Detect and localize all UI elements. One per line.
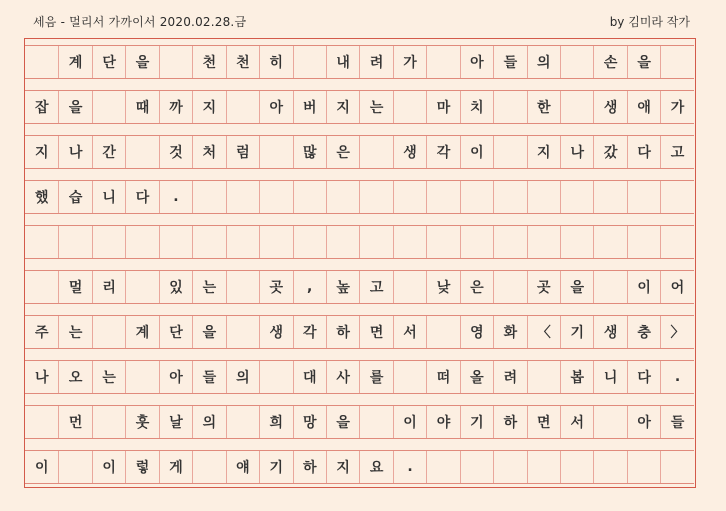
grid-cell: 단 [92,46,125,78]
grid-cell [426,181,459,213]
grid-cell: 의 [192,406,225,438]
grid-cell: 면 [527,406,560,438]
grid-cell [593,271,626,303]
grid-row [25,450,694,484]
grid-cell [359,181,392,213]
grid-cell: 렇 [125,451,158,483]
grid-cell: 충 [627,316,660,348]
grid-cell: 대 [293,361,326,393]
grid-cell: 나 [58,136,91,168]
grid-cell [226,91,259,123]
grid-cell [92,226,125,258]
grid-cell [660,181,693,213]
grid-cell: 려 [493,361,526,393]
grid-cell: 고 [660,136,693,168]
grid-row [25,405,694,439]
grid-cell [125,136,158,168]
grid-cell: 오 [58,361,91,393]
grid-cell: 기 [560,316,593,348]
grid-cell [25,46,58,78]
grid-cell [560,46,593,78]
grid-cell: 얘 [226,451,259,483]
grid-cell [192,181,225,213]
grid-cell: 이 [460,136,493,168]
grid-cell [426,46,459,78]
grid-cell [192,226,225,258]
grid-row [25,180,694,214]
grid-cell: 다 [627,136,660,168]
grid-cell [125,226,158,258]
grid-cell: 〈 [527,316,560,348]
grid-cell: . [393,451,426,483]
grid-cell: 계 [125,316,158,348]
grid-cell: 이 [393,406,426,438]
grid-cell: 서 [393,316,426,348]
grid-cell: 습 [58,181,91,213]
grid-cell [493,451,526,483]
grid-cell: 잡 [34,100,49,116]
grid-cell [527,226,560,258]
grid-cell [326,226,359,258]
grid-cell: 나 [34,370,49,386]
grid-cell: 니 [92,181,125,213]
grid-cell [560,181,593,213]
grid-cell: 생 [593,91,626,123]
grid-cell [493,271,526,303]
grid-cell: 하 [293,451,326,483]
grid-cell: 먼 [58,406,91,438]
grid-cell [359,226,392,258]
grid-cell [426,451,459,483]
grid-cell [159,226,192,258]
grid-cell: 는 [359,91,392,123]
grid-cell: 아 [159,361,192,393]
grid-cell: 낮 [426,271,459,303]
grid-cell [58,451,91,483]
grid-row [25,360,694,394]
grid-cell [560,91,593,123]
grid-cell: 단 [159,316,192,348]
grid-cell [493,226,526,258]
grid-cell: 치 [460,91,493,123]
grid-cell: 리 [92,271,125,303]
grid-cell [527,451,560,483]
grid-cell: 들 [660,406,693,438]
grid-cell: 고 [359,271,392,303]
grid-cell: 곳 [259,271,292,303]
grid-cell: 이 [627,271,660,303]
grid-cell: 애 [627,91,660,123]
grid-cell: 훗 [125,406,158,438]
grid-cell [393,226,426,258]
grid-cell: 려 [359,46,392,78]
grid-row [25,90,694,124]
grid-cell [226,406,259,438]
grid-cell [259,361,292,393]
grid-cell: 기 [460,406,493,438]
grid-cell: 사 [326,361,359,393]
grid-cell: , [293,271,326,303]
grid-cell: 하 [326,316,359,348]
grid-cell: 높 [326,271,359,303]
grid-cell: 니 [593,361,626,393]
grid-cell: 서 [560,406,593,438]
grid-cell [92,406,125,438]
grid-cell: 많 [293,136,326,168]
grid-cell [125,271,158,303]
grid-cell: 를 [359,361,392,393]
grid-cell: 이 [92,451,125,483]
grid-cell: 지 [192,91,225,123]
grid-cell [593,226,626,258]
grid-cell: 〉 [660,316,693,348]
grid-cell: 어 [660,271,693,303]
grid-cell: 내 [326,46,359,78]
grid-cell [25,226,58,258]
grid-cell: 은 [460,271,493,303]
grid-cell: 을 [125,46,158,78]
grid-cell: 망 [293,406,326,438]
grid-cell [426,316,459,348]
grid-cell [92,316,125,348]
grid-cell [359,136,392,168]
grid-cell: 면 [359,316,392,348]
grid-cell [493,91,526,123]
grid-cell: 은 [326,136,359,168]
grid-cell [192,451,225,483]
grid-cell: 을 [58,91,91,123]
grid-cell: 기 [259,451,292,483]
grid-cell: 계 [58,46,91,78]
grid-cell: 생 [259,316,292,348]
grid-cell [293,46,326,78]
grid-cell: 럼 [226,136,259,168]
grid-cell [393,181,426,213]
grid-cell: 의 [527,46,560,78]
grid-cell [25,271,58,303]
grid-cell [560,451,593,483]
grid-cell [226,316,259,348]
grid-cell [460,451,493,483]
grid-cell: 생 [393,136,426,168]
grid-cell: 아 [259,91,292,123]
grid-cell [259,226,292,258]
grid-cell: 떠 [426,361,459,393]
grid-cell: 까 [159,91,192,123]
grid-cell: 마 [426,91,459,123]
grid-cell: 갔 [593,136,626,168]
grid-cell: 지 [326,451,359,483]
grid-cell: 다 [125,181,158,213]
grid-cell [460,226,493,258]
grid-cell [560,226,593,258]
grid-cell [493,181,526,213]
grid-cell [259,136,292,168]
grid-row [25,135,694,169]
grid-cell: 을 [326,406,359,438]
grid-cell [593,451,626,483]
grid-cell [359,406,392,438]
grid-cell [293,226,326,258]
grid-cell: 영 [460,316,493,348]
grid-cell: 한 [527,91,560,123]
grid-cell: 들 [192,361,225,393]
grid-cell: 각 [426,136,459,168]
grid-cell [593,406,626,438]
grid-cell: 는 [58,316,91,348]
grid-cell: . [660,361,693,393]
grid-cell: 을 [192,316,225,348]
manuscript-grid [24,38,696,488]
grid-cell: 희 [259,406,292,438]
grid-cell: 게 [159,451,192,483]
grid-cell: 야 [426,406,459,438]
grid-cell: 간 [92,136,125,168]
grid-cell [393,271,426,303]
grid-cell [58,226,91,258]
grid-row [25,270,694,304]
grid-cell [25,406,58,438]
grid-cell: 각 [293,316,326,348]
grid-cell: 지 [326,91,359,123]
grid-cell: 멀 [58,271,91,303]
grid-cell [92,91,125,123]
grid-cell: 손 [593,46,626,78]
grid-cell: 가 [660,91,693,123]
grid-cell [493,136,526,168]
grid-cell: 요 [359,451,392,483]
grid-cell [627,181,660,213]
grid-cell: 올 [460,361,493,393]
grid-cell: 지 [34,145,49,161]
grid-cell: 이 [34,460,49,476]
grid-cell [293,181,326,213]
grid-cell: 화 [493,316,526,348]
grid-cell [226,271,259,303]
grid-cell: 는 [192,271,225,303]
grid-cell: 버 [293,91,326,123]
grid-cell: 들 [493,46,526,78]
grid-row [25,45,694,79]
grid-cell: 지 [527,136,560,168]
grid-cell: 생 [593,316,626,348]
grid-cell [660,226,693,258]
grid-cell [125,361,158,393]
grid-cell: . [159,181,192,213]
grid-cell: 했 [34,190,49,206]
author-text: by 김미라 작가 [609,15,690,29]
grid-cell: 천 [192,46,225,78]
grid-cell: 나 [560,136,593,168]
grid-cell: 봅 [560,361,593,393]
grid-cell [627,226,660,258]
grid-cell: 는 [92,361,125,393]
grid-cell: 을 [560,271,593,303]
grid-cell [226,181,259,213]
grid-cell [226,226,259,258]
grid-cell [627,451,660,483]
grid-cell [393,91,426,123]
grid-cell: 천 [226,46,259,78]
grid-cell: 것 [159,136,192,168]
grid-row [25,225,694,259]
grid-cell [426,226,459,258]
grid-cell: 주 [34,325,49,341]
title-text: 세음 - 멀리서 가까이서 2020.02.28.금 [33,15,247,29]
grid-cell [326,181,359,213]
grid-cell: 때 [125,91,158,123]
grid-cell [527,361,560,393]
grid-cell [259,181,292,213]
grid-cell [593,181,626,213]
grid-cell [460,181,493,213]
grid-cell: 아 [460,46,493,78]
grid-cell: 다 [627,361,660,393]
grid-cell [393,361,426,393]
grid-cell: 을 [627,46,660,78]
grid-cell: 있 [159,271,192,303]
grid-cell: 처 [192,136,225,168]
grid-cell: 하 [493,406,526,438]
grid-row [25,315,694,349]
grid-cell: 아 [627,406,660,438]
header [0,0,726,38]
grid-cell: 날 [159,406,192,438]
grid-cell: 곳 [527,271,560,303]
grid-cell [527,181,560,213]
grid-cell: 히 [259,46,292,78]
grid-cell [159,46,192,78]
grid-cell: 가 [393,46,426,78]
grid-cell [660,451,693,483]
grid-cell [660,46,693,78]
grid-cell: 의 [226,361,259,393]
